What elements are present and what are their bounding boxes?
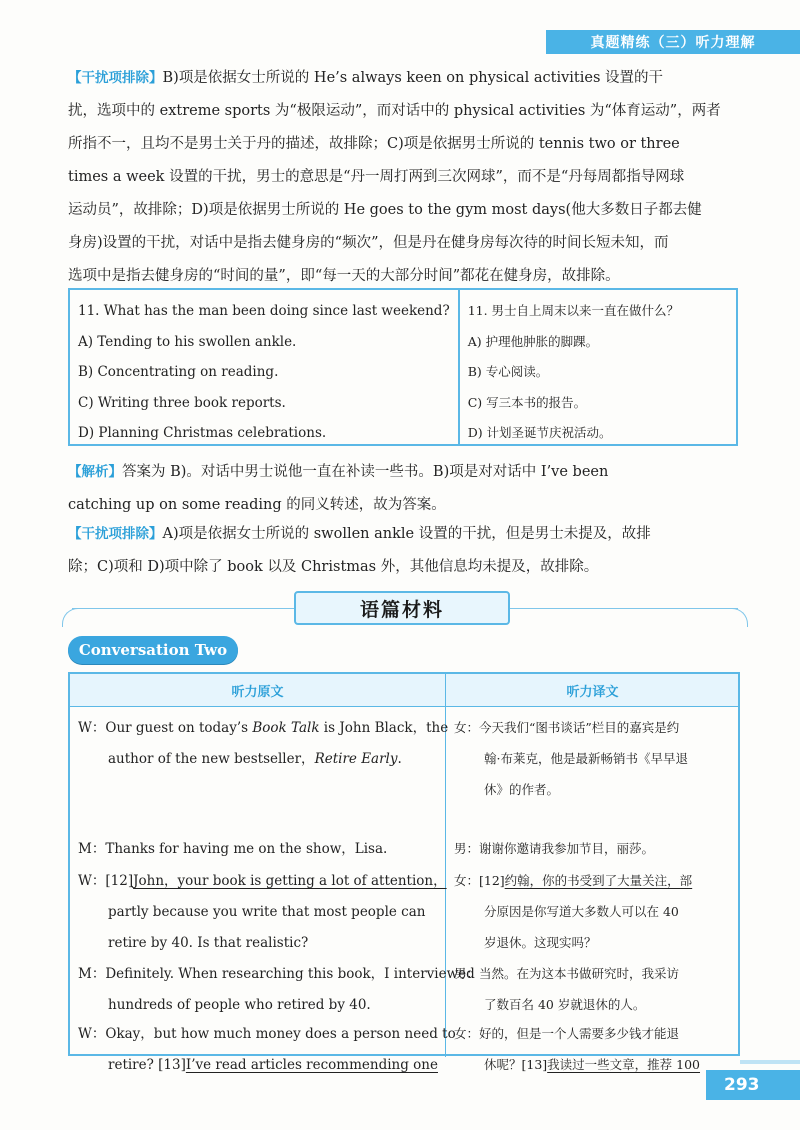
question-stem: 11. What has the man been doing since last weekend? — [78, 303, 450, 319]
transcript-line-cn: 男：当然。在为这本书做研究时，我采访 — [454, 966, 680, 981]
page-number: 293 — [706, 1070, 800, 1100]
question-stem-cn: 11. 男士自上周末以来一直在做什么？ — [467, 303, 680, 318]
transcript-line-en: M：Definitely. When researching this book，I interviewed — [78, 966, 475, 982]
option-a-cn: A) 护理他肿胀的脚踝。 — [467, 333, 599, 349]
option-a: A) Tending to his swollen ankle. — [78, 333, 297, 350]
option-d-cn: D) 计划圣诞节庆祝活动。 — [467, 425, 612, 440]
distractor-analysis-paragraph — [68, 62, 736, 293]
text: author of the new bestseller， — [108, 751, 315, 767]
text: is John Black，the — [319, 720, 449, 736]
option-d: D) Planning Christmas celebrations. — [78, 425, 327, 441]
question-marker: 女：[12] — [454, 873, 505, 888]
transcript-line-cn: 休》的作者。 — [484, 782, 560, 797]
page-header — [0, 0, 800, 58]
transcript-line-cn: 岁退休。这现实吗？ — [484, 935, 597, 950]
transcript-line-en: partly because you write that most people can — [108, 904, 426, 920]
section-title: 语篇材料 — [294, 591, 510, 625]
underlined-cue: I’ve read articles recommending one — [185, 1057, 438, 1073]
option-c: C) Writing three book reports. — [78, 394, 286, 411]
question-marker: retire? [13] — [108, 1057, 186, 1073]
underlined-cue: John，your book is getting a lot of attention， — [133, 873, 447, 889]
transcript-body — [70, 707, 738, 1073]
distractor-tag: 【干扰项排除】 — [68, 526, 163, 542]
distractor-analysis-paragraph-2 — [68, 518, 736, 584]
transcript-line-en: W：Okay，but how much money does a person need to — [78, 1026, 456, 1042]
para-line — [68, 62, 736, 95]
distractor-tag: 【干扰项排除】 — [68, 70, 163, 86]
para-line: 所指不一，且均不是男士关于丹的描述，故排除；C)项是依据男士所说的 tennis two or three — [68, 136, 680, 152]
transcript-line-cn: 男：谢谢你邀请我参加节目，丽莎。 — [454, 841, 655, 856]
question-11-table — [68, 288, 738, 446]
conversation-label: Conversation Two — [68, 636, 238, 664]
transcript-line-cn — [484, 1050, 700, 1080]
program-title: Book Talk — [252, 720, 320, 736]
text: W：Our guest on today’s — [78, 720, 253, 736]
transcript-table — [68, 672, 740, 1073]
para-line: 选项中是指去健身房的“时间的量”，即“每一天的大部分时间”都花在健身房，故排除。 — [68, 268, 620, 284]
transcript-line-en: M：Thanks for having me on the show，Lisa. — [78, 841, 388, 857]
underlined-cue: 我读过一些文章，推荐 100 — [547, 1057, 701, 1072]
chapter-tab: 真题精练（三）听力理解 — [546, 30, 800, 54]
para-line: catching up on some reading 的同义转述，故为答案。 — [68, 497, 446, 513]
para-line: times a week 设置的干扰，男士的意思是“丹一周打两到三次网球”，而不是“丹每周都指导网球 — [68, 169, 685, 185]
para-line: 运动员”，故排除；D)项是依据男士所说的 He goes to the gym most days(他大多数日子都去健 — [68, 202, 702, 218]
transcript-line-cn: 分原因是你写道大多数人可以在 40 — [484, 904, 679, 919]
transcript-line-en — [78, 866, 447, 896]
para-line: 扰，选项中的 extreme sports 为“极限运动”，而对话中的 physical activities 为“体育运动”，两者 — [68, 103, 721, 119]
para-text: A)项是依据女士所说的 swollen ankle 设置的干扰，但是男士未提及，故排 — [162, 526, 651, 542]
col-header-translation: 听力译文 — [566, 684, 619, 700]
text: . — [397, 751, 402, 767]
transcript-line-cn: 翰·布莱克，他是最新畅销书《早早退 — [484, 751, 688, 766]
transcript-line-cn: 女：今天我们“图书谈话”栏目的嘉宾是约 — [454, 720, 680, 735]
question-marker: 休呢？[13] — [484, 1057, 548, 1072]
para-line: 身房)设置的干扰，对话中是指去健身房的“频次”，但是丹在健身房每次待的时间长短未知，而 — [68, 235, 669, 251]
para-line — [68, 518, 736, 551]
transcript-line-cn: 了数百名 40 岁就退休的人。 — [484, 997, 646, 1012]
option-b: B) Concentrating on reading. — [78, 364, 279, 380]
question-english-column — [70, 290, 458, 444]
col-header-original: 听力原文 — [70, 674, 446, 706]
transcript-line-en — [108, 1050, 438, 1080]
para-text: 答案为 B)。对话中男士说他一直在补读一些书。B)项是对对话中 I’ve been — [122, 464, 609, 480]
question-chinese-column — [458, 290, 736, 444]
option-b-cn: B) 专心阅读。 — [467, 364, 549, 379]
analysis-tag: 【解析】 — [68, 464, 122, 480]
underlined-cue: 约翰，你的书受到了大量关注，部 — [504, 873, 693, 888]
page-strip — [740, 1060, 800, 1064]
transcript-line-cn — [454, 866, 692, 896]
para-line: 除；C)项和 D)项中除了 book 以及 Christmas 外，其他信息均未提及，故排除。 — [68, 559, 599, 575]
transcript-line-en — [78, 713, 448, 743]
transcript-line-cn: 女：好的，但是一个人需要多少钱才能退 — [454, 1026, 680, 1041]
transcript-line-en — [108, 744, 402, 774]
question-marker: W：[12] — [78, 873, 134, 889]
answer-analysis-paragraph — [68, 456, 736, 522]
para-line — [68, 456, 736, 489]
transcript-line-en: retire by 40. Is that realistic? — [108, 935, 309, 951]
transcript-line-en: hundreds of people who retired by 40. — [108, 997, 371, 1013]
option-c-cn: C) 写三本书的报告。 — [467, 394, 587, 410]
book-title: Retire Early — [314, 751, 398, 767]
para-text: B)项是依据女士所说的 He’s always keen on physical activities 设置的干 — [162, 70, 664, 86]
transcript-header — [70, 674, 738, 707]
